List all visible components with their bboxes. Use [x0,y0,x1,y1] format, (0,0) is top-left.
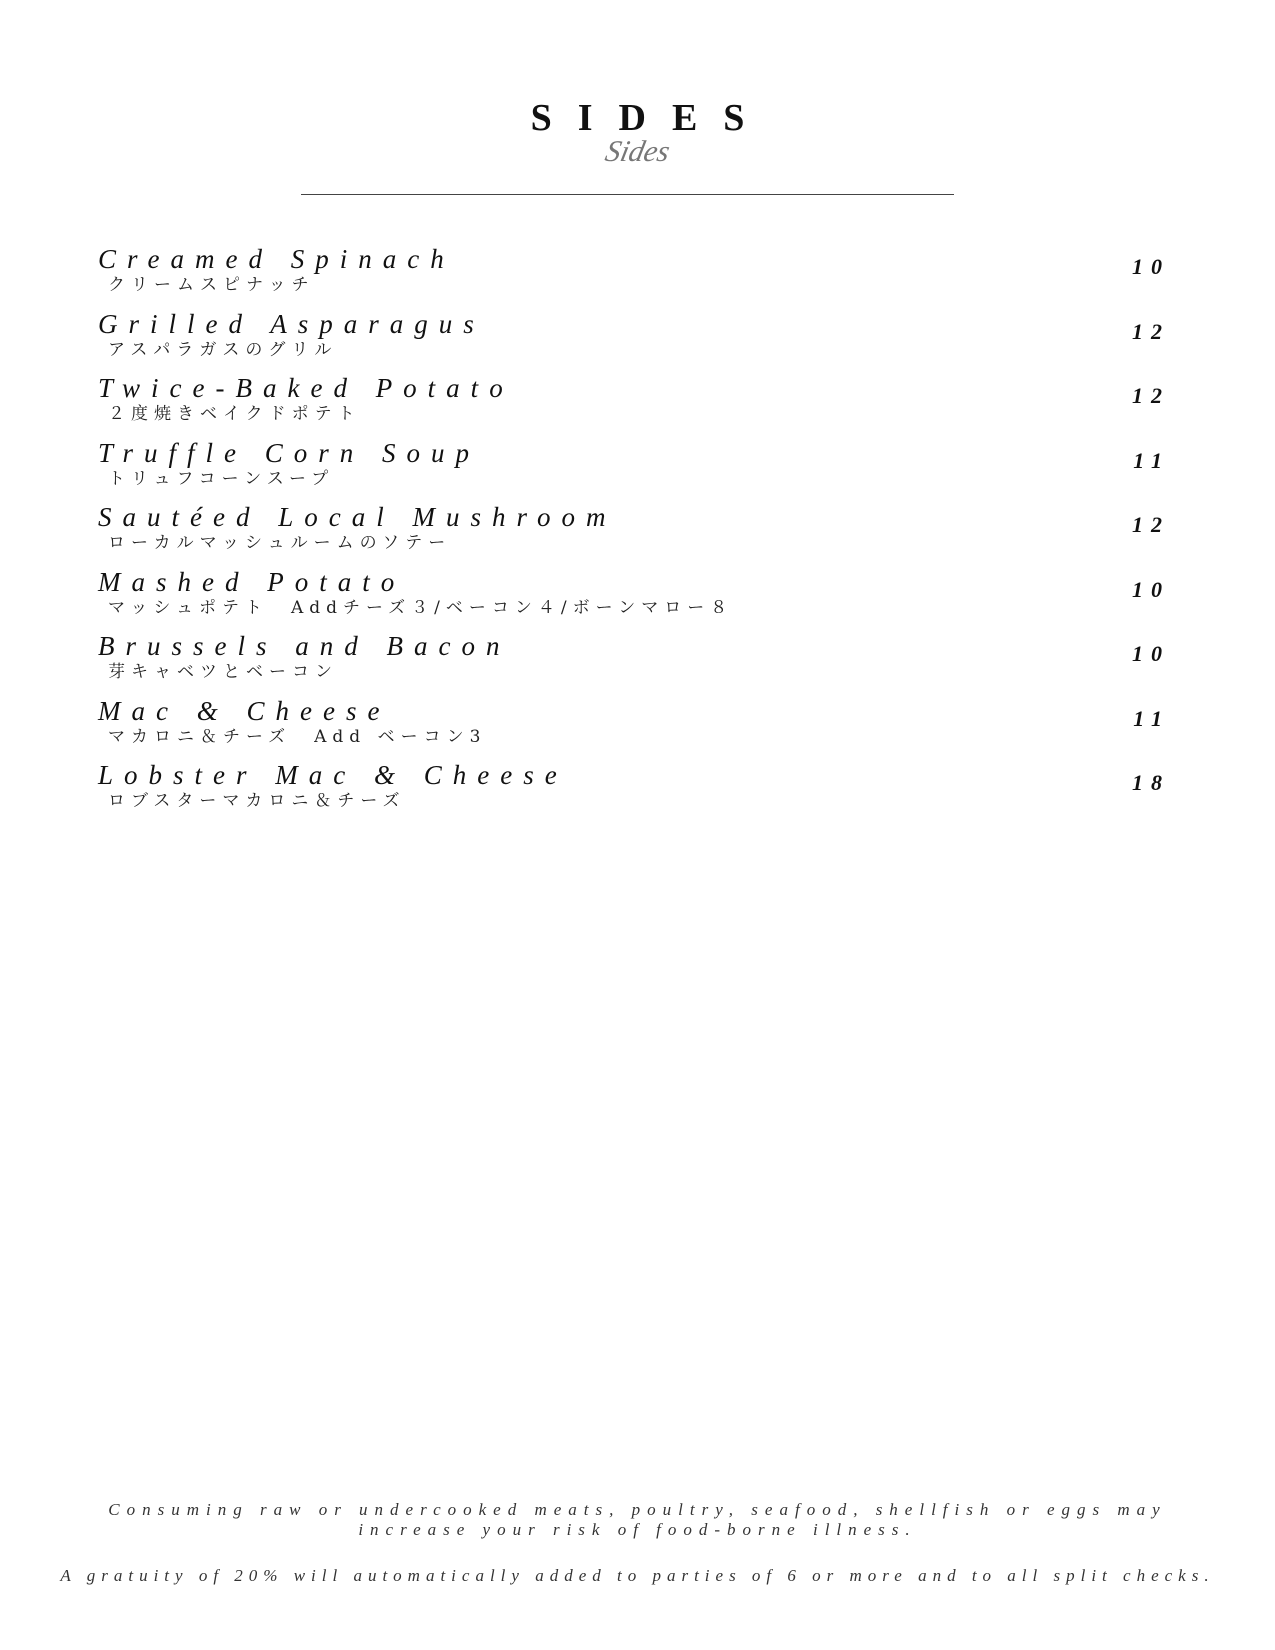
item-name: Sautéed Local Mushroom [98,502,617,532]
menu-header [0,95,1275,168]
item-price: 12 [1132,383,1170,408]
item-price: 11 [1133,447,1170,473]
item-price: 12 [1132,318,1170,344]
item-name: Grilled Asparagus [98,308,485,339]
item-japanese-name: マカロニ＆チーズ Add ベーコン3 [108,726,487,747]
item-japanese-name: ローカルマッシュルームのソテー [108,533,452,553]
item-japanese-name: 芽キャベツとベーコン [108,662,338,682]
menu-item [98,631,1170,696]
item-price: 12 [1132,512,1170,537]
item-price: 10 [1132,254,1170,279]
menu-item [98,438,1170,503]
item-price: 10 [1132,576,1170,602]
menu-item [98,760,1170,825]
item-japanese-name: クリームスピナッチ [108,275,315,295]
item-name: Brussels and Bacon [98,631,511,661]
menu-item [98,244,1170,309]
item-japanese-name: ロブスターマカロニ＆チーズ [108,791,406,811]
item-japanese-name: トリュフコーンスープ [108,468,335,489]
menu-item [98,696,1170,761]
item-name: Mac & Cheese [98,695,391,726]
section-script-title: Sides [602,135,673,168]
item-name: Twice-Baked Potato [98,373,514,403]
gratuity-notice: A gratuity of 20% will automatically added to parties of 6 or more and to all split checks. [60,1566,1215,1585]
menu-items-list [98,244,1170,825]
item-japanese-name: アスパラガスのグリル [108,339,338,360]
item-name: Creamed Spinach [98,244,455,274]
item-price: 11 [1133,705,1170,731]
item-japanese-name: ２度焼きベイクドポテト [108,404,361,424]
section-title: SIDES [530,97,771,139]
item-name: Lobster Mac & Cheese [98,760,568,790]
header-divider [301,194,954,195]
item-name: Mashed Potato [98,566,406,597]
item-name: Truffle Corn Soup [98,437,481,468]
item-price: 10 [1132,641,1170,666]
menu-item [98,309,1170,374]
food-safety-notice: Consuming raw or undercooked meats, poultry, seafood, shellfish or eggs may increase your risk of food-borne illness. [108,1500,1167,1539]
item-price: 18 [1132,770,1170,795]
menu-item [98,373,1170,438]
menu-item [98,502,1170,567]
menu-item [98,567,1170,632]
item-japanese-name: マッシュポテト Addチーズ３/ベーコン４/ボーンマロー８ [108,597,734,618]
